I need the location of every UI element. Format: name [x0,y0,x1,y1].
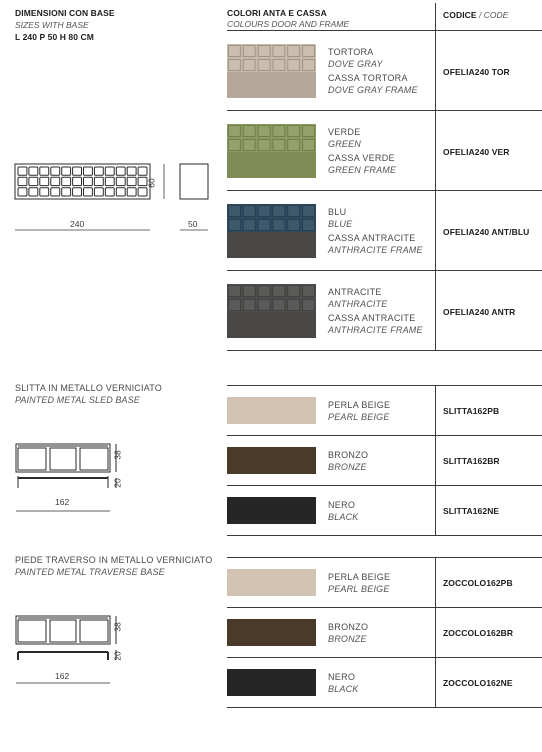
table-divider [227,657,542,658]
colours-header-title: COLORI ANTA E CASSA [227,8,327,18]
frame-colour-en: ANTHRACITE FRAME [328,325,423,335]
base-colour-swatch [227,619,316,646]
frame-colour-it: CASSA TORTORA [328,73,408,83]
base-colour-it: PERLA BEIGE [328,572,391,582]
base-colour-en: BLACK [328,512,359,522]
colours-header-subtitle: COLOURS DOOR AND FRAME [227,19,350,29]
traverse-width-label: 162 [55,671,70,681]
frame-colour-it: CASSA ANTRACITE [328,233,416,243]
code-header-subtitle: CODE [483,10,509,20]
frame-swatch [227,312,316,338]
door-swatch [227,44,316,72]
sled-width-label: 162 [55,497,70,507]
door-colour-en: BLUE [328,219,353,229]
cabinet-depth-label: 50 [188,219,198,229]
frame-colour-it: CASSA VERDE [328,153,395,163]
product-code: ZOCCOLO162NE [443,678,513,688]
table-divider [227,535,542,536]
frame-swatch [227,152,316,178]
table-divider [227,607,542,608]
sled-base-subtitle: PAINTED METAL SLED BASE [15,395,140,405]
frame-colour-en: ANTHRACITE FRAME [328,245,423,255]
door-panel-swatch [227,204,316,232]
door-colour-it: VERDE [328,127,361,137]
frame-colour-en: GREEN FRAME [328,165,397,175]
base-colour-it: NERO [328,500,356,510]
door-colour-it: ANTRACITE [328,287,382,297]
cabinet-height-label: 60 [146,178,157,188]
door-swatch [227,284,316,312]
base-colour-en: PEARL BEIGE [328,584,390,594]
product-code: SLITTA162PB [443,406,500,416]
code-header-title: CODICE [443,10,477,20]
product-code: ZOCCOLO162BR [443,628,514,638]
base-colour-swatch [227,669,316,696]
table-divider [227,110,542,111]
base-colour-swatch [227,397,316,424]
base-colour-it: NERO [328,672,356,682]
table-divider [227,557,542,558]
base-colour-it: BRONZO [328,450,369,460]
product-code: OFELIA240 VER [443,147,510,157]
base-colour-it: PERLA BEIGE [328,400,391,410]
door-panel-swatch [227,284,316,312]
dimensions-subtitle: SIZES WITH BASE [15,20,89,30]
door-panel-swatch [227,124,316,152]
table-divider [227,435,542,436]
base-colour-en: BRONZE [328,634,367,644]
traverse-height-label: 38 [112,622,123,632]
table-vertical-divider [435,385,436,535]
product-code: SLITTA162NE [443,506,500,516]
door-swatch [227,204,316,232]
product-code: OFELIA240 ANTR [443,307,516,317]
traverse-foot-label: 20 [112,651,123,661]
base-colour-swatch [227,569,316,596]
door-colour-it: BLU [328,207,347,217]
table-divider [227,350,542,351]
table-divider [227,707,542,708]
door-panel-swatch [227,44,316,72]
dimensions-size: L 240 P 50 H 80 CM [15,32,94,42]
dimensions-title: DIMENSIONI CON BASE [15,8,115,18]
code-header-sep: / [479,10,482,20]
product-code: OFELIA240 ANT/BLU [443,227,530,237]
product-code: ZOCCOLO162PB [443,578,513,588]
table-vertical-divider [435,557,436,707]
frame-colour-it: CASSA ANTRACITE [328,313,416,323]
door-colour-en: GREEN [328,139,362,149]
table-divider [227,30,542,31]
base-colour-swatch [227,497,316,524]
traverse-base-subtitle: PAINTED METAL TRAVERSE BASE [15,567,165,577]
cabinet-side-view [180,164,208,199]
traverse-base-title: PIEDE TRAVERSO IN METALLO VERNICIATO [15,555,213,565]
sled-height-label: 38 [112,450,123,460]
frame-swatch [227,232,316,258]
door-swatch [227,124,316,152]
frame-swatch [227,72,316,98]
code-header [443,10,508,20]
base-colour-en: PEARL BEIGE [328,412,390,422]
base-colour-en: BRONZE [328,462,367,472]
frame-colour-en: DOVE GRAY FRAME [328,85,418,95]
sled-base-title: SLITTA IN METALLO VERNICIATO [15,383,162,393]
product-code: OFELIA240 TOR [443,67,510,77]
door-colour-en: ANTHRACITE [328,299,388,309]
door-colour-en: DOVE GRAY [328,59,383,69]
product-code: SLITTA162BR [443,456,500,466]
door-colour-it: TORTORA [328,47,374,57]
base-colour-en: BLACK [328,684,359,694]
base-colour-it: BRONZO [328,622,369,632]
table-divider [227,270,542,271]
table-divider [227,485,542,486]
cabinet-width-label: 240 [70,219,85,229]
table-divider [227,190,542,191]
base-colour-swatch [227,447,316,474]
sled-foot-label: 20 [112,478,123,488]
table-vertical-divider [435,3,436,350]
table-divider [227,385,542,386]
cabinet-front-view [15,164,150,199]
